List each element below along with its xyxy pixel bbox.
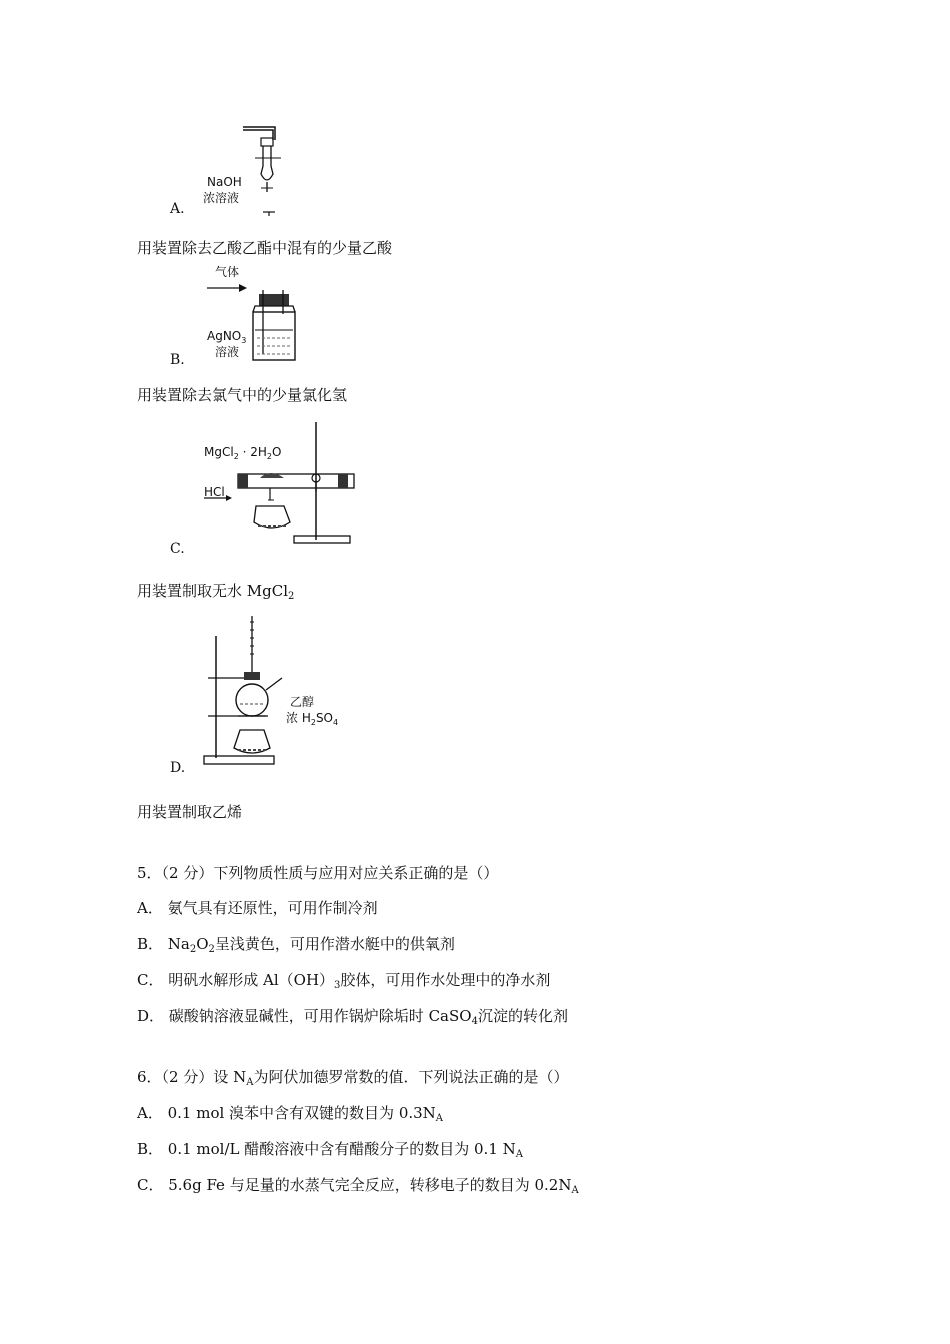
- figure-d-letter: D.: [170, 760, 186, 776]
- figure-a-letter: A.: [170, 201, 185, 217]
- figure-c-label-hcl: HCl: [204, 485, 225, 499]
- svg-text:浓 H2SO4: 浓 $H_2SO_4$: [286, 711, 339, 727]
- figure-a-separatory-funnel: [195, 118, 315, 218]
- figure-c-heating-tube: [198, 418, 358, 552]
- svg-text:MgCl2 · 2H2O: MgCl$_2$ · $2H_2O$: [204, 445, 282, 461]
- figure-c-label-salt: MgCl: [204, 445, 234, 459]
- caption-c: 用装置制取无水 MgCl$_2$: [137, 582, 295, 602]
- figure-b-label-solution: 溶液: [215, 345, 240, 359]
- caption-a: 用装置除去乙酸乙酯中混有的少量乙酸: [137, 239, 393, 257]
- q6-stem: 6．（2 分）设 $N_A$为阿伏加德罗常数的值．下列说法正确的是（）: [137, 1068, 569, 1088]
- q6-option-c: C． 5.6g Fe 与足量的水蒸气完全反应，转移电子的数目为 $0.2N_A$: [137, 1176, 579, 1196]
- figure-d-label-ethanol: 乙醇: [290, 695, 315, 709]
- figure-c-letter: C.: [170, 541, 185, 557]
- figure-d-label-acid: 浓 H: [286, 711, 311, 725]
- caption-d: 用装置制取乙烯: [137, 803, 243, 821]
- q6-option-b: B． 0.1 mol/L 醋酸溶液中含有醋酸分子的数目为 0.1 $N_A$: [137, 1140, 524, 1160]
- figure-a-label-naoh: NaOH: [207, 175, 242, 189]
- figure-d-ethylene-apparatus: [198, 612, 348, 768]
- q5-option-c: C． 明矾水解形成 $Al(OH)_3$胶体，可用作水处理中的净水剂: [137, 971, 551, 991]
- figure-b-wash-bottle: [195, 262, 315, 366]
- q5-stem: 5．（2 分）下列物质性质与应用对应关系正确的是（）: [137, 864, 499, 882]
- q6-option-a: A． 0.1 mol 溴苯中含有双键的数目为 $0.3N_A$: [137, 1104, 444, 1124]
- caption-b: 用装置除去氯气中的少量氯化氢: [137, 386, 348, 404]
- figure-a-label-solution: 浓溶液: [203, 191, 240, 205]
- q5-option-d: D． 碳酸钠溶液显碱性，可用作锅炉除垢时 CaSO$_4$沉淀的转化剂: [137, 1007, 568, 1027]
- figure-b-letter: B.: [170, 352, 185, 368]
- q5-option-a: A． 氨气具有还原性，可用作制冷剂: [137, 899, 378, 917]
- svg-text:AgNO3: AgNO$_3$: [207, 329, 247, 345]
- figure-b-label-agno3: AgNO: [207, 329, 242, 343]
- figure-b-label-gas: 气体: [215, 265, 240, 279]
- q5-option-b: B． $Na_2O_2$呈浅黄色，可用作潜水艇中的供氧剂: [137, 935, 455, 955]
